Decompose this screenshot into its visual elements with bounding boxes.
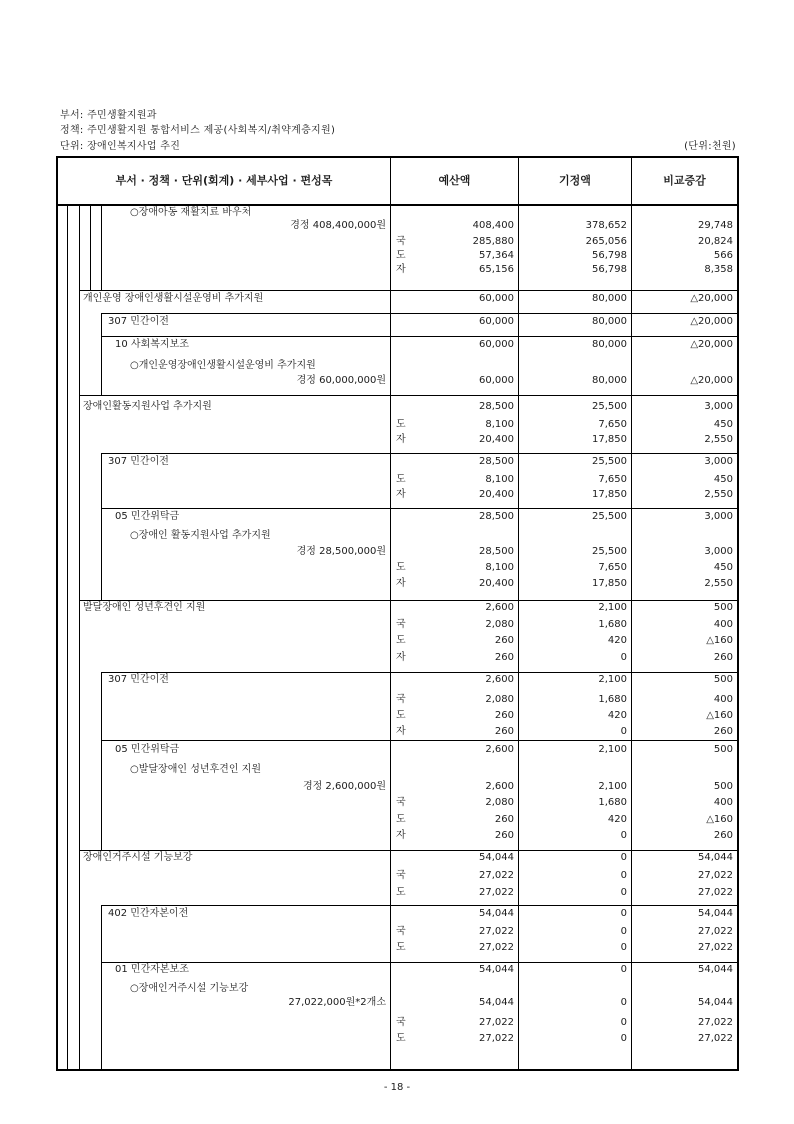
budget-line bbox=[0, 709, 794, 722]
item-note: 경정 408,400,000원 bbox=[290, 220, 386, 231]
budget-line bbox=[0, 996, 794, 1009]
budget-amount: 28,500 bbox=[479, 511, 514, 522]
budget-amount: 408,400 bbox=[472, 220, 514, 231]
prior-amount: 2,100 bbox=[598, 781, 627, 792]
budget-line bbox=[0, 796, 794, 809]
item-label: 장애인거주시설 기능보강 bbox=[83, 852, 193, 863]
budget-amount: 65,156 bbox=[479, 264, 514, 275]
funding-source: 국 bbox=[396, 870, 406, 881]
budget-line bbox=[0, 374, 794, 387]
budget-line bbox=[0, 510, 794, 523]
item-label: 발달장애인 성년후견인 지원 bbox=[83, 602, 206, 613]
change-amount: 3,000 bbox=[704, 511, 733, 522]
prior-amount: 420 bbox=[607, 635, 627, 646]
funding-source: 도 bbox=[396, 887, 406, 898]
budget-amount: 54,044 bbox=[479, 908, 514, 919]
budget-line bbox=[0, 829, 794, 842]
budget-amount: 27,022 bbox=[479, 887, 514, 898]
change-amount: 27,022 bbox=[698, 870, 733, 881]
funding-source: 도 bbox=[396, 250, 406, 261]
item-label: 10 사회복지보조 bbox=[115, 339, 189, 350]
budget-line bbox=[0, 359, 794, 372]
prior-amount: 420 bbox=[607, 814, 627, 825]
budget-line bbox=[0, 813, 794, 826]
budget-line bbox=[0, 851, 794, 864]
budget-line bbox=[0, 219, 794, 232]
change-amount: △160 bbox=[706, 814, 733, 825]
change-amount: 3,000 bbox=[704, 546, 733, 557]
prior-amount: 2,100 bbox=[598, 602, 627, 613]
item-label: ○개인운영장애인생활시설운영비 추가지원 bbox=[130, 360, 316, 371]
budget-line bbox=[0, 941, 794, 954]
budget-line bbox=[0, 577, 794, 590]
item-label: ○발달장애인 성년후견인 지원 bbox=[130, 764, 262, 775]
change-amount: 27,022 bbox=[698, 942, 733, 953]
item-label: 개인운영 장애인생활시설운영비 추가지원 bbox=[83, 293, 264, 304]
budget-amount: 2,080 bbox=[485, 694, 514, 705]
prior-amount: 17,850 bbox=[592, 578, 627, 589]
item-label: 307 민간이전 bbox=[108, 456, 169, 467]
change-amount: 566 bbox=[713, 250, 733, 261]
prior-amount: 420 bbox=[607, 710, 627, 721]
header-prior: 기정액 bbox=[559, 174, 591, 187]
prior-amount: 0 bbox=[620, 942, 627, 953]
budget-line bbox=[0, 673, 794, 686]
funding-source: 도 bbox=[396, 814, 406, 825]
budget-amount: 260 bbox=[494, 726, 514, 737]
change-amount: 29,748 bbox=[698, 220, 733, 231]
prior-amount: 378,652 bbox=[585, 220, 627, 231]
prior-amount: 0 bbox=[620, 1033, 627, 1044]
budget-line bbox=[0, 488, 794, 501]
prior-amount: 56,798 bbox=[592, 250, 627, 261]
change-amount: △160 bbox=[706, 710, 733, 721]
budget-line bbox=[0, 651, 794, 664]
budget-amount: 20,400 bbox=[479, 489, 514, 500]
funding-source: 도 bbox=[396, 710, 406, 721]
funding-source: 자 bbox=[396, 434, 406, 445]
budget-amount: 260 bbox=[494, 830, 514, 841]
budget-line bbox=[0, 725, 794, 738]
prior-amount: 17,850 bbox=[592, 434, 627, 445]
row-divider bbox=[101, 336, 738, 337]
budget-amount: 260 bbox=[494, 710, 514, 721]
funding-source: 국 bbox=[396, 926, 406, 937]
prior-amount: 80,000 bbox=[592, 375, 627, 386]
budget-amount: 260 bbox=[494, 635, 514, 646]
change-amount: 500 bbox=[713, 602, 733, 613]
funding-source: 자 bbox=[396, 726, 406, 737]
budget-amount: 57,364 bbox=[479, 250, 514, 261]
prior-amount: 17,850 bbox=[592, 489, 627, 500]
prior-amount: 265,056 bbox=[585, 236, 627, 247]
item-label: ○장애인거주시설 기능보강 bbox=[130, 983, 249, 994]
unit-line: 단위: 장애인복지사업 추진 bbox=[60, 141, 181, 152]
item-label: 장애인활동지원사업 추가지원 bbox=[83, 401, 212, 412]
budget-line bbox=[0, 601, 794, 614]
prior-amount: 0 bbox=[620, 964, 627, 975]
funding-source: 도 bbox=[396, 474, 406, 485]
item-note: 경정 60,000,000원 bbox=[296, 375, 386, 386]
prior-amount: 1,680 bbox=[598, 694, 627, 705]
budget-amount: 27,022 bbox=[479, 1033, 514, 1044]
change-amount: 54,044 bbox=[698, 908, 733, 919]
item-label: 402 민간자본이전 bbox=[108, 908, 189, 919]
prior-amount: 25,500 bbox=[592, 546, 627, 557]
budget-amount: 2,080 bbox=[485, 797, 514, 808]
change-amount: 400 bbox=[713, 619, 733, 630]
budget-line bbox=[0, 963, 794, 976]
budget-amount: 27,022 bbox=[479, 942, 514, 953]
budget-amount: 20,400 bbox=[479, 578, 514, 589]
budget-amount: 27,022 bbox=[479, 1017, 514, 1028]
budget-amount: 28,500 bbox=[479, 546, 514, 557]
prior-amount: 0 bbox=[620, 1017, 627, 1028]
change-amount: 450 bbox=[713, 474, 733, 485]
budget-amount: 60,000 bbox=[479, 316, 514, 327]
budget-line bbox=[0, 263, 794, 276]
prior-amount: 7,650 bbox=[598, 562, 627, 573]
funding-source: 국 bbox=[396, 619, 406, 630]
item-label: 307 민간이전 bbox=[108, 674, 169, 685]
budget-line bbox=[0, 1032, 794, 1045]
budget-amount: 260 bbox=[494, 814, 514, 825]
change-amount: 400 bbox=[713, 694, 733, 705]
budget-amount: 60,000 bbox=[479, 339, 514, 350]
item-label: ○장애인 활동지원사업 추가지원 bbox=[130, 530, 271, 541]
row-divider bbox=[101, 313, 738, 314]
change-amount: △160 bbox=[706, 635, 733, 646]
funding-source: 자 bbox=[396, 264, 406, 275]
row-divider bbox=[101, 740, 738, 741]
budget-line bbox=[0, 634, 794, 647]
budget-amount: 2,080 bbox=[485, 619, 514, 630]
budget-line bbox=[0, 886, 794, 899]
budget-line bbox=[0, 455, 794, 468]
header-item: 부서 · 정책 · 단위(회계) · 세부사업 · 편성목 bbox=[115, 174, 333, 187]
change-amount: 2,550 bbox=[704, 489, 733, 500]
budget-amount: 2,600 bbox=[485, 781, 514, 792]
budget-line bbox=[0, 400, 794, 413]
budget-amount: 2,600 bbox=[485, 674, 514, 685]
policy-line: 정책: 주민생활지원 통합서비스 제공(사회복지/취약계층지원) bbox=[60, 125, 336, 136]
prior-amount: 1,680 bbox=[598, 619, 627, 630]
change-amount: 450 bbox=[713, 419, 733, 430]
budget-amount: 54,044 bbox=[479, 852, 514, 863]
budget-amount: 27,022 bbox=[479, 870, 514, 881]
funding-source: 국 bbox=[396, 694, 406, 705]
prior-amount: 0 bbox=[620, 852, 627, 863]
currency-unit: (단위:천원) bbox=[684, 141, 736, 152]
prior-amount: 0 bbox=[620, 830, 627, 841]
prior-amount: 0 bbox=[620, 726, 627, 737]
prior-amount: 1,680 bbox=[598, 797, 627, 808]
prior-amount: 25,500 bbox=[592, 511, 627, 522]
change-amount: 54,044 bbox=[698, 964, 733, 975]
change-amount: 500 bbox=[713, 781, 733, 792]
change-amount: 54,044 bbox=[698, 997, 733, 1008]
prior-amount: 0 bbox=[620, 887, 627, 898]
budget-amount: 27,022 bbox=[479, 926, 514, 937]
budget-amount: 2,600 bbox=[485, 744, 514, 755]
prior-amount: 2,100 bbox=[598, 744, 627, 755]
budget-line bbox=[0, 529, 794, 542]
change-amount: 54,044 bbox=[698, 852, 733, 863]
budget-amount: 28,500 bbox=[479, 456, 514, 467]
change-amount: △20,000 bbox=[690, 339, 733, 350]
item-note: 경정 28,500,000원 bbox=[296, 546, 386, 557]
change-amount: 2,550 bbox=[704, 578, 733, 589]
funding-source: 도 bbox=[396, 942, 406, 953]
budget-line bbox=[0, 561, 794, 574]
prior-amount: 7,650 bbox=[598, 419, 627, 430]
item-note: 경정 2,600,000원 bbox=[302, 781, 386, 792]
item-label: 01 민간자본보조 bbox=[115, 964, 189, 975]
budget-amount: 285,880 bbox=[472, 236, 514, 247]
item-label: 307 민간이전 bbox=[108, 316, 169, 327]
change-amount: 500 bbox=[713, 744, 733, 755]
change-amount: 260 bbox=[713, 652, 733, 663]
budget-line bbox=[0, 618, 794, 631]
change-amount: △20,000 bbox=[690, 375, 733, 386]
budget-line bbox=[0, 763, 794, 776]
change-amount: 8,358 bbox=[704, 264, 733, 275]
budget-amount: 260 bbox=[494, 652, 514, 663]
change-amount: 27,022 bbox=[698, 1017, 733, 1028]
budget-amount: 54,044 bbox=[479, 997, 514, 1008]
change-amount: 2,550 bbox=[704, 434, 733, 445]
page-number: - 18 - bbox=[383, 1082, 411, 1093]
budget-amount: 8,100 bbox=[485, 474, 514, 485]
budget-line bbox=[0, 1016, 794, 1029]
header-change: 비교증감 bbox=[663, 174, 706, 187]
budget-line bbox=[0, 907, 794, 920]
budget-line bbox=[0, 545, 794, 558]
change-amount: 260 bbox=[713, 726, 733, 737]
budget-amount: 60,000 bbox=[479, 293, 514, 304]
row-divider bbox=[79, 290, 738, 291]
budget-amount: 8,100 bbox=[485, 419, 514, 430]
prior-amount: 25,500 bbox=[592, 401, 627, 412]
budget-line bbox=[0, 743, 794, 756]
budget-amount: 20,400 bbox=[479, 434, 514, 445]
change-amount: 400 bbox=[713, 797, 733, 808]
budget-amount: 2,600 bbox=[485, 602, 514, 613]
change-amount: 27,022 bbox=[698, 1033, 733, 1044]
funding-source: 자 bbox=[396, 652, 406, 663]
funding-source: 자 bbox=[396, 489, 406, 500]
prior-amount: 25,500 bbox=[592, 456, 627, 467]
budget-line bbox=[0, 693, 794, 706]
row-divider bbox=[101, 508, 738, 509]
item-label: 05 민간위탁금 bbox=[115, 744, 180, 755]
department-line: 부서: 주민생활지원과 bbox=[60, 110, 157, 121]
budget-line bbox=[0, 235, 794, 248]
change-amount: △20,000 bbox=[690, 316, 733, 327]
row-divider bbox=[79, 395, 738, 396]
funding-source: 도 bbox=[396, 419, 406, 430]
funding-source: 국 bbox=[396, 797, 406, 808]
budget-line bbox=[0, 780, 794, 793]
prior-amount: 2,100 bbox=[598, 674, 627, 685]
budget-line bbox=[0, 418, 794, 431]
change-amount: 450 bbox=[713, 562, 733, 573]
budget-line bbox=[0, 982, 794, 995]
budget-amount: 28,500 bbox=[479, 401, 514, 412]
prior-amount: 0 bbox=[620, 652, 627, 663]
prior-amount: 80,000 bbox=[592, 293, 627, 304]
funding-source: 국 bbox=[396, 1017, 406, 1028]
prior-amount: 0 bbox=[620, 926, 627, 937]
change-amount: 27,022 bbox=[698, 926, 733, 937]
change-amount: 20,824 bbox=[698, 236, 733, 247]
budget-line bbox=[0, 206, 794, 219]
funding-source: 도 bbox=[396, 1033, 406, 1044]
row-divider bbox=[101, 905, 738, 906]
change-amount: 500 bbox=[713, 674, 733, 685]
prior-amount: 7,650 bbox=[598, 474, 627, 485]
budget-amount: 60,000 bbox=[479, 375, 514, 386]
budget-amount: 8,100 bbox=[485, 562, 514, 573]
change-amount: 3,000 bbox=[704, 456, 733, 467]
budget-amount: 54,044 bbox=[479, 964, 514, 975]
budget-line bbox=[0, 338, 794, 351]
budget-line bbox=[0, 433, 794, 446]
prior-amount: 56,798 bbox=[592, 264, 627, 275]
budget-line bbox=[0, 869, 794, 882]
item-label: 05 민간위탁금 bbox=[115, 511, 180, 522]
prior-amount: 0 bbox=[620, 908, 627, 919]
change-amount: △20,000 bbox=[690, 293, 733, 304]
header-budget: 예산액 bbox=[438, 174, 471, 187]
funding-source: 자 bbox=[396, 830, 406, 841]
prior-amount: 80,000 bbox=[592, 339, 627, 350]
budget-line bbox=[0, 292, 794, 305]
funding-source: 국 bbox=[396, 236, 406, 247]
row-divider bbox=[101, 453, 738, 454]
change-amount: 260 bbox=[713, 830, 733, 841]
budget-line bbox=[0, 315, 794, 328]
funding-source: 도 bbox=[396, 635, 406, 646]
budget-line bbox=[0, 249, 794, 262]
prior-amount: 0 bbox=[620, 997, 627, 1008]
change-amount: 3,000 bbox=[704, 401, 733, 412]
item-label: ○장애아동 재활치료 바우처 bbox=[130, 207, 252, 218]
prior-amount: 0 bbox=[620, 870, 627, 881]
budget-line bbox=[0, 473, 794, 486]
table-bottom-border bbox=[56, 1069, 739, 1071]
funding-source: 도 bbox=[396, 562, 406, 573]
change-amount: 27,022 bbox=[698, 887, 733, 898]
budget-line bbox=[0, 925, 794, 938]
item-note: 27,022,000원*2개소 bbox=[288, 997, 386, 1008]
funding-source: 자 bbox=[396, 578, 406, 589]
prior-amount: 80,000 bbox=[592, 316, 627, 327]
